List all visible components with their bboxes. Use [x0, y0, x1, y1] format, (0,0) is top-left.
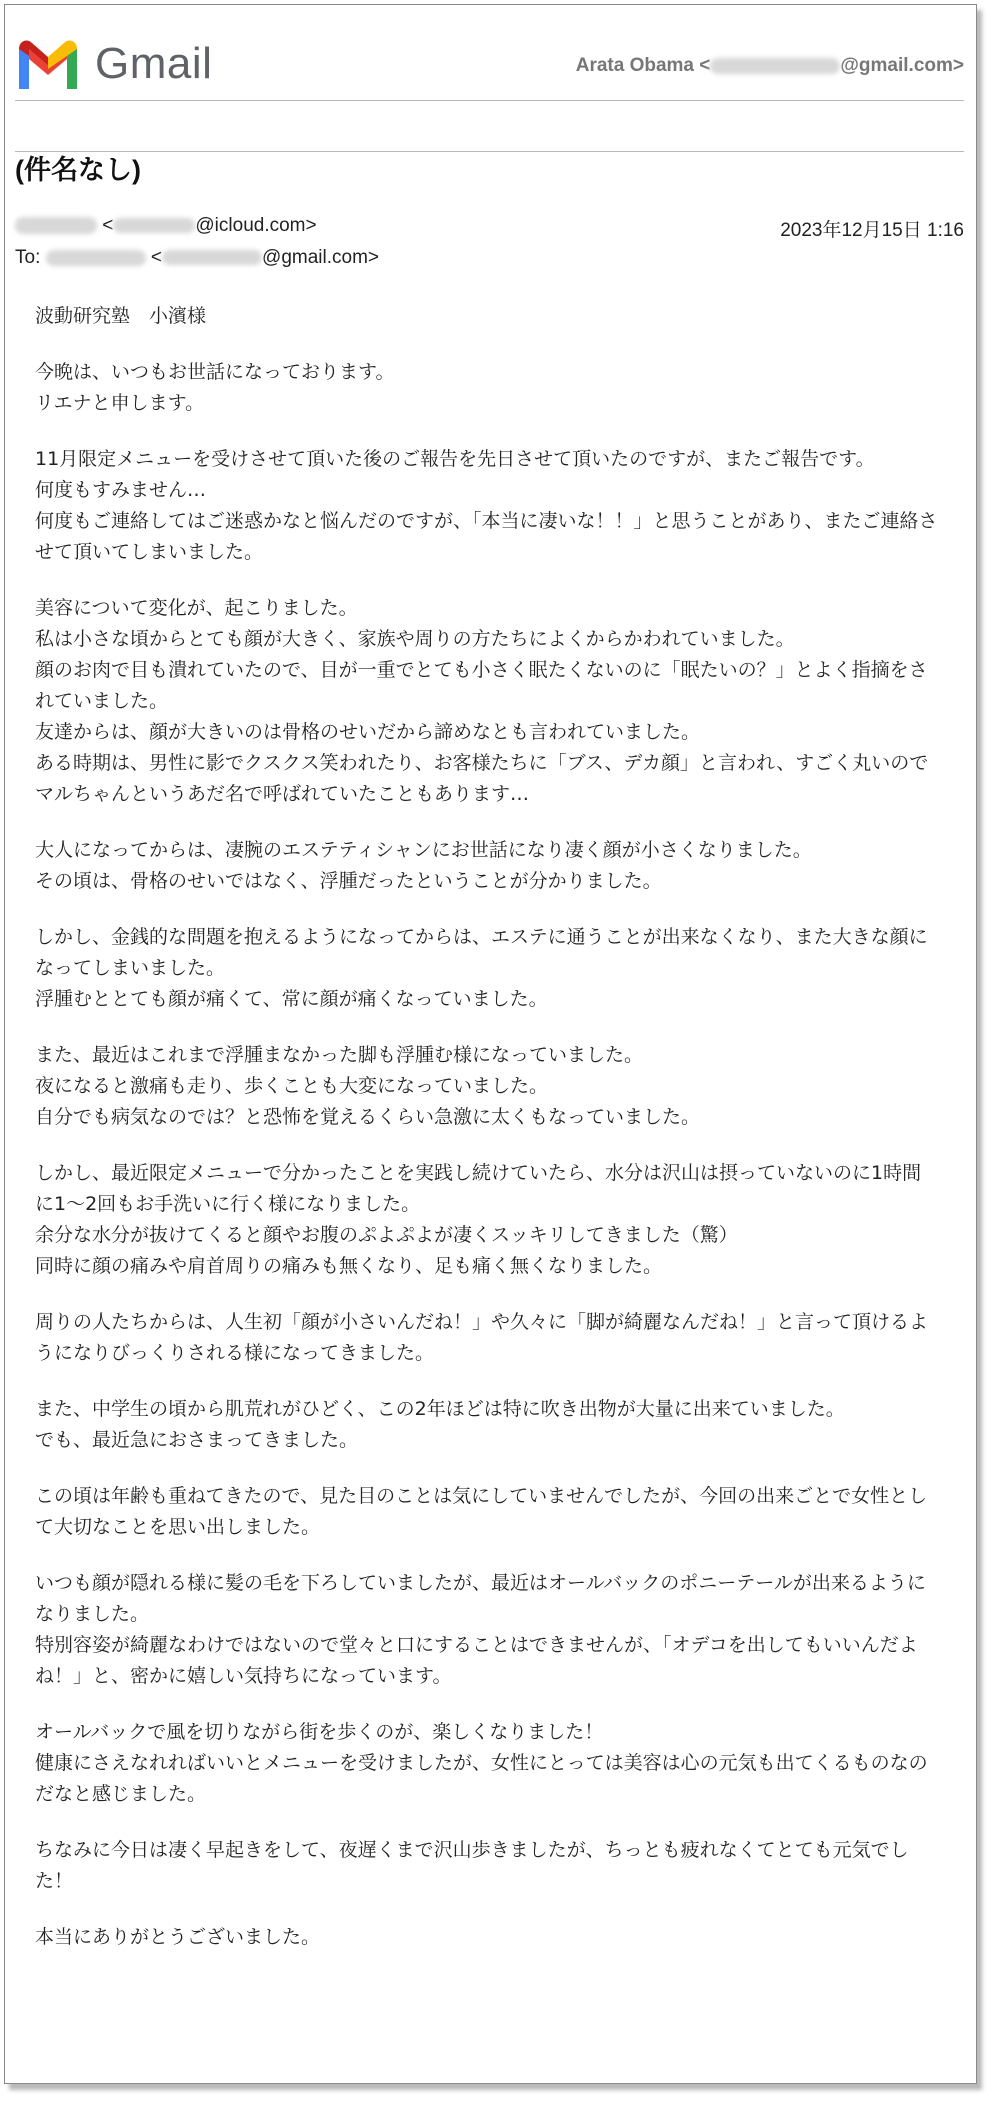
- email-body-line: 余分な水分が抜けてくると顔やお腹のぷよぷよが凄くスッキリしてきました（驚）: [35, 1224, 738, 1246]
- email-body-line: また、最近はこれまで浮腫まなかった脚も浮腫む様になっていました。: [35, 1044, 644, 1066]
- email-paragraph: [35, 357, 940, 419]
- email-body-line: 美容について変化が、起こりました。: [35, 597, 358, 619]
- redacted-recipient-email: [162, 250, 262, 265]
- print-header: [5, 5, 976, 125]
- email-body-line: この頃は年齢も重ねてきたので、見た目のことは気にしていませんでしたが、今回の出来ごとで女性として大切なことを思い出しました。: [35, 1485, 928, 1538]
- email-body-line: 特別容姿が綺麗なわけではないので堂々と口にすることはできませんが、「オデコを出してもいいんだよね！」と、密かに嬉しい気持ちになっています。: [35, 1634, 918, 1687]
- email-body-line: 波動研究塾 小濱様: [35, 305, 207, 327]
- email-paragraph: [35, 1158, 940, 1282]
- email-body-line: いつも顔が隠れる様に髪の毛を下ろしていましたが、最近はオールバックのポニーテールが出来るようになりました。: [35, 1572, 926, 1625]
- email-paragraph: [35, 1394, 940, 1456]
- email-body-line: 健康にさえなれればいいとメニューを受けましたが、女性にとっては美容は心の元気も出てくるものなのだなと感じました。: [35, 1752, 928, 1805]
- email-body-line: しかし、最近限定メニューで分かったことを実践し続けていたら、水分は沢山は摂っていないのに1時間に1〜2回もお手洗いに行く様になりました。: [35, 1162, 922, 1215]
- email-paragraph: [35, 1835, 940, 1897]
- email-paragraph: [35, 922, 940, 1015]
- email-paragraph: [35, 593, 940, 810]
- email-body-line: 顔のお肉で目も潰れていたので、目が一重でとても小さく眠たくないのに「眠たいの？」とよく指摘をされていました。: [35, 659, 928, 712]
- email-body-line: しかし、金銭的な問題を抱えるようになってからは、エステに通うことが出来なくなり、また大きな顔になってしまいました。: [35, 926, 928, 979]
- recipient-line: [15, 247, 379, 269]
- email-body-line: その頃は、骨格のせいではなく、浮腫だったということが分かりました。: [35, 870, 662, 892]
- email-body-line: オールバックで風を切りながら街を歩くのが、楽しくなりました！: [35, 1721, 604, 1743]
- email-paragraph: [35, 1922, 940, 1953]
- email-paragraph: [35, 1568, 940, 1692]
- account-email-open: <: [699, 55, 711, 76]
- email-body-line: ちなみに今日は凄く早起きをして、夜遅くまで沢山歩きましたが、ちっとも疲れなくてとても元気でした！: [35, 1839, 909, 1892]
- email-body-line: また、中学生の頃から肌荒れがひどく、この2年ほどは特に吹き出物が大量に出来ていました。: [35, 1398, 845, 1420]
- recipient-email-open: <: [150, 247, 163, 268]
- gmail-logo: [15, 39, 212, 89]
- email-paragraph: [35, 1040, 940, 1133]
- email-body-line: 何度もご連絡してはご迷惑かなと悩んだのですが、「本当に凄いな！！」と思うことがあり、またご連絡させて頂いてしまいました。: [35, 510, 938, 563]
- email-paragraph: [35, 301, 940, 332]
- email-body-line: 大人になってからは、凄腕のエステティシャンにお世話になり凄く顔が小さくなりました。: [35, 839, 812, 861]
- email-body-line: 周りの人たちからは、人生初「顔が小さいんだね！」や久々に「脚が綺麗なんだね！」と言って頂けるようになりびっくりされる様になってきました。: [35, 1311, 929, 1364]
- to-label: To:: [15, 247, 41, 268]
- email-date: 2023年12月15日 1:16: [780, 220, 964, 241]
- email-body-line: 11月限定メニューを受けさせて頂いた後のご報告を先日させて頂いたのですが、またご報告です。: [35, 448, 875, 470]
- redacted-sender-email: [113, 218, 195, 233]
- header-divider: [15, 100, 964, 101]
- redacted-recipient-name: [46, 250, 146, 266]
- email-body-line: 今晩は、いつもお世話になっております。: [35, 361, 395, 383]
- account-name: Arata Obama: [575, 55, 695, 76]
- email-body-line: 何度もすみません…: [35, 479, 207, 501]
- sender-line: [15, 215, 317, 237]
- email-paragraph: [35, 444, 940, 568]
- sender-email-domain: @icloud.com>: [195, 215, 317, 236]
- email-subject: (件名なし): [15, 155, 141, 185]
- gmail-logo-text: Gmail: [95, 39, 213, 88]
- email-body-line: 夜になると激痛も走り、歩くことも大変になっていました。: [35, 1075, 549, 1097]
- sender-email-open: <: [102, 215, 114, 236]
- email-print-view: [4, 4, 977, 2084]
- email-body-line: 同時に顔の痛みや肩首周りの痛みも無くなり、足も痛く無くなりました。: [35, 1255, 663, 1277]
- subject-divider: [15, 151, 964, 152]
- redacted-account-email: [710, 58, 840, 74]
- email-paragraph: [35, 1307, 940, 1369]
- email-body-line: 友達からは、顔が大きいのは骨格のせいだから諦めなとも言われていました。: [35, 721, 701, 743]
- email-body-line: 浮腫むととても顔が痛くて、常に顔が痛くなっていました。: [35, 988, 548, 1010]
- email-body-line: ある時期は、男性に影でクスクス笑われたり、お客様たちに「ブス、デカ顔」と言われ、すごく丸いのでマルちゃんというあだ名で呼ばれていたこともあります…: [35, 752, 929, 805]
- account-identity: [576, 55, 964, 77]
- email-body-line: 自分でも病気なのでは？と恐怖を覚えるくらい急激に太くもなっていました。: [35, 1106, 701, 1128]
- email-paragraph: [35, 1717, 940, 1810]
- email-body-line: 私は小さな頃からとても顔が大きく、家族や周りの方たちによくからかわれていました。: [35, 628, 795, 650]
- email-paragraph: [35, 1481, 940, 1543]
- email-body-line: リエナと申します。: [35, 392, 205, 414]
- redacted-sender-name: [15, 217, 97, 234]
- email-body-line: 本当にありがとうございました。: [35, 1926, 321, 1948]
- email-body-line: でも、最近急におさまってきました。: [35, 1429, 359, 1451]
- gmail-m-icon: [15, 39, 81, 89]
- email-body: [35, 301, 940, 1978]
- account-email-domain: @gmail.com>: [840, 55, 964, 76]
- recipient-email-domain: @gmail.com>: [262, 247, 379, 268]
- email-paragraph: [35, 835, 940, 897]
